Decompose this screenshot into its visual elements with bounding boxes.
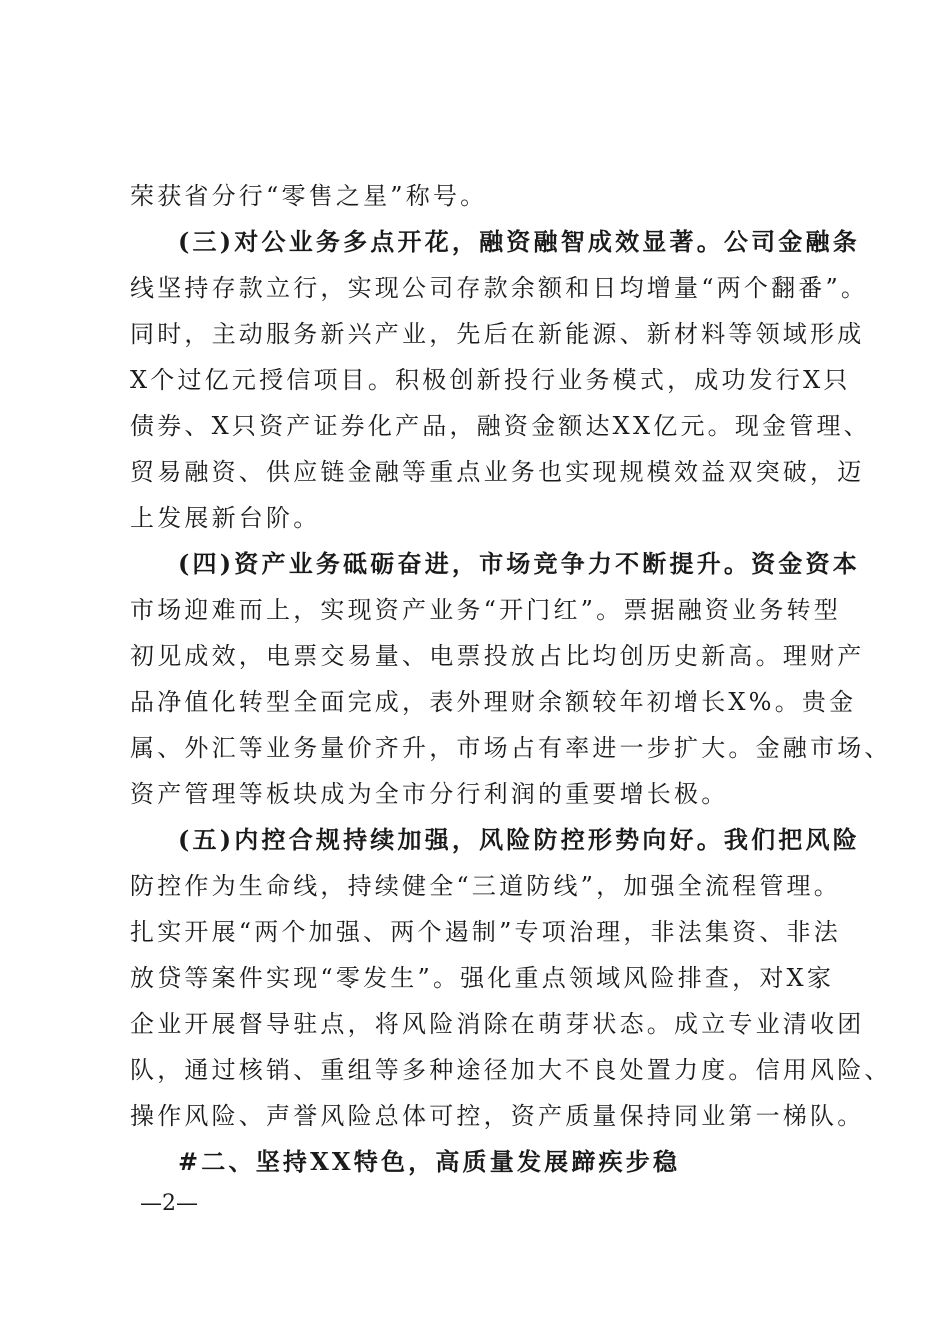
- text-line: 荣获省分行“零售之星”称号。: [130, 182, 488, 210]
- text-line: 市场迎难而上，实现资产业务“开门红”。票据融资业务转型: [130, 596, 841, 624]
- text-line: 防控作为生命线，持续健全“三道防线”，加强全流程管理。: [130, 872, 841, 900]
- chapter-heading: #二、坚持XX特色，高质量发展蹄疾步稳: [178, 1147, 681, 1176]
- text-line: 线坚持存款立行，实现公司存款余额和日均增量“两个翻番”。: [130, 274, 869, 302]
- text-line: 操作风险、声誉风险总体可控，资产质量保持同业第一梯队。: [130, 1102, 865, 1130]
- section-heading-line: (三)对公业务多点开花，融资融智成效显著。公司金融条: [178, 227, 860, 256]
- text-line: 初见成效，电票交易量、电票投放占比均创历史新高。理财产: [130, 642, 865, 670]
- text-line: 企业开展督导驻点，将风险消除在萌芽状态。成立专业清收团: [130, 1010, 865, 1038]
- section-heading-line: (五)内控合规持续加强，风险防控形势向好。我们把风险: [178, 825, 860, 854]
- section-heading-line: (四)资产业务砥砺奋进，市场竞争力不断提升。资金资本: [178, 549, 860, 578]
- text-line: 品净值化转型全面完成，表外理财余额较年初增长X%。贵金: [130, 688, 857, 716]
- text-line: 上发展新台阶。: [130, 504, 321, 532]
- text-line: 同时，主动服务新兴产业，先后在新能源、新材料等领域形成: [130, 320, 865, 348]
- text-line: 属、外汇等业务量价齐升，市场占有率进一步扩大。金融市场、: [130, 734, 892, 762]
- text-line: 债券、X只资产证券化产品，融资金额达XX亿元。现金管理、: [130, 412, 871, 440]
- text-line: 资产管理等板块成为全市分行利润的重要增长极。: [130, 780, 729, 808]
- text-line: 贸易融资、供应链金融等重点业务也实现规模效益双突破，迈: [130, 458, 865, 486]
- text-line: 队，通过核销、重组等多种途径加大不良处置力度。信用风险、: [130, 1056, 892, 1084]
- text-line: X个过亿元授信项目。积极创新投行业务模式，成功发行X只: [130, 366, 851, 394]
- text-line: 扎实开展“两个加强、两个遏制”专项治理，非法集资、非法: [130, 918, 841, 946]
- text-line: 放贷等案件实现“零发生”。强化重点领域风险排查，对X家: [130, 964, 835, 992]
- page-number: —2—: [140, 1191, 198, 1216]
